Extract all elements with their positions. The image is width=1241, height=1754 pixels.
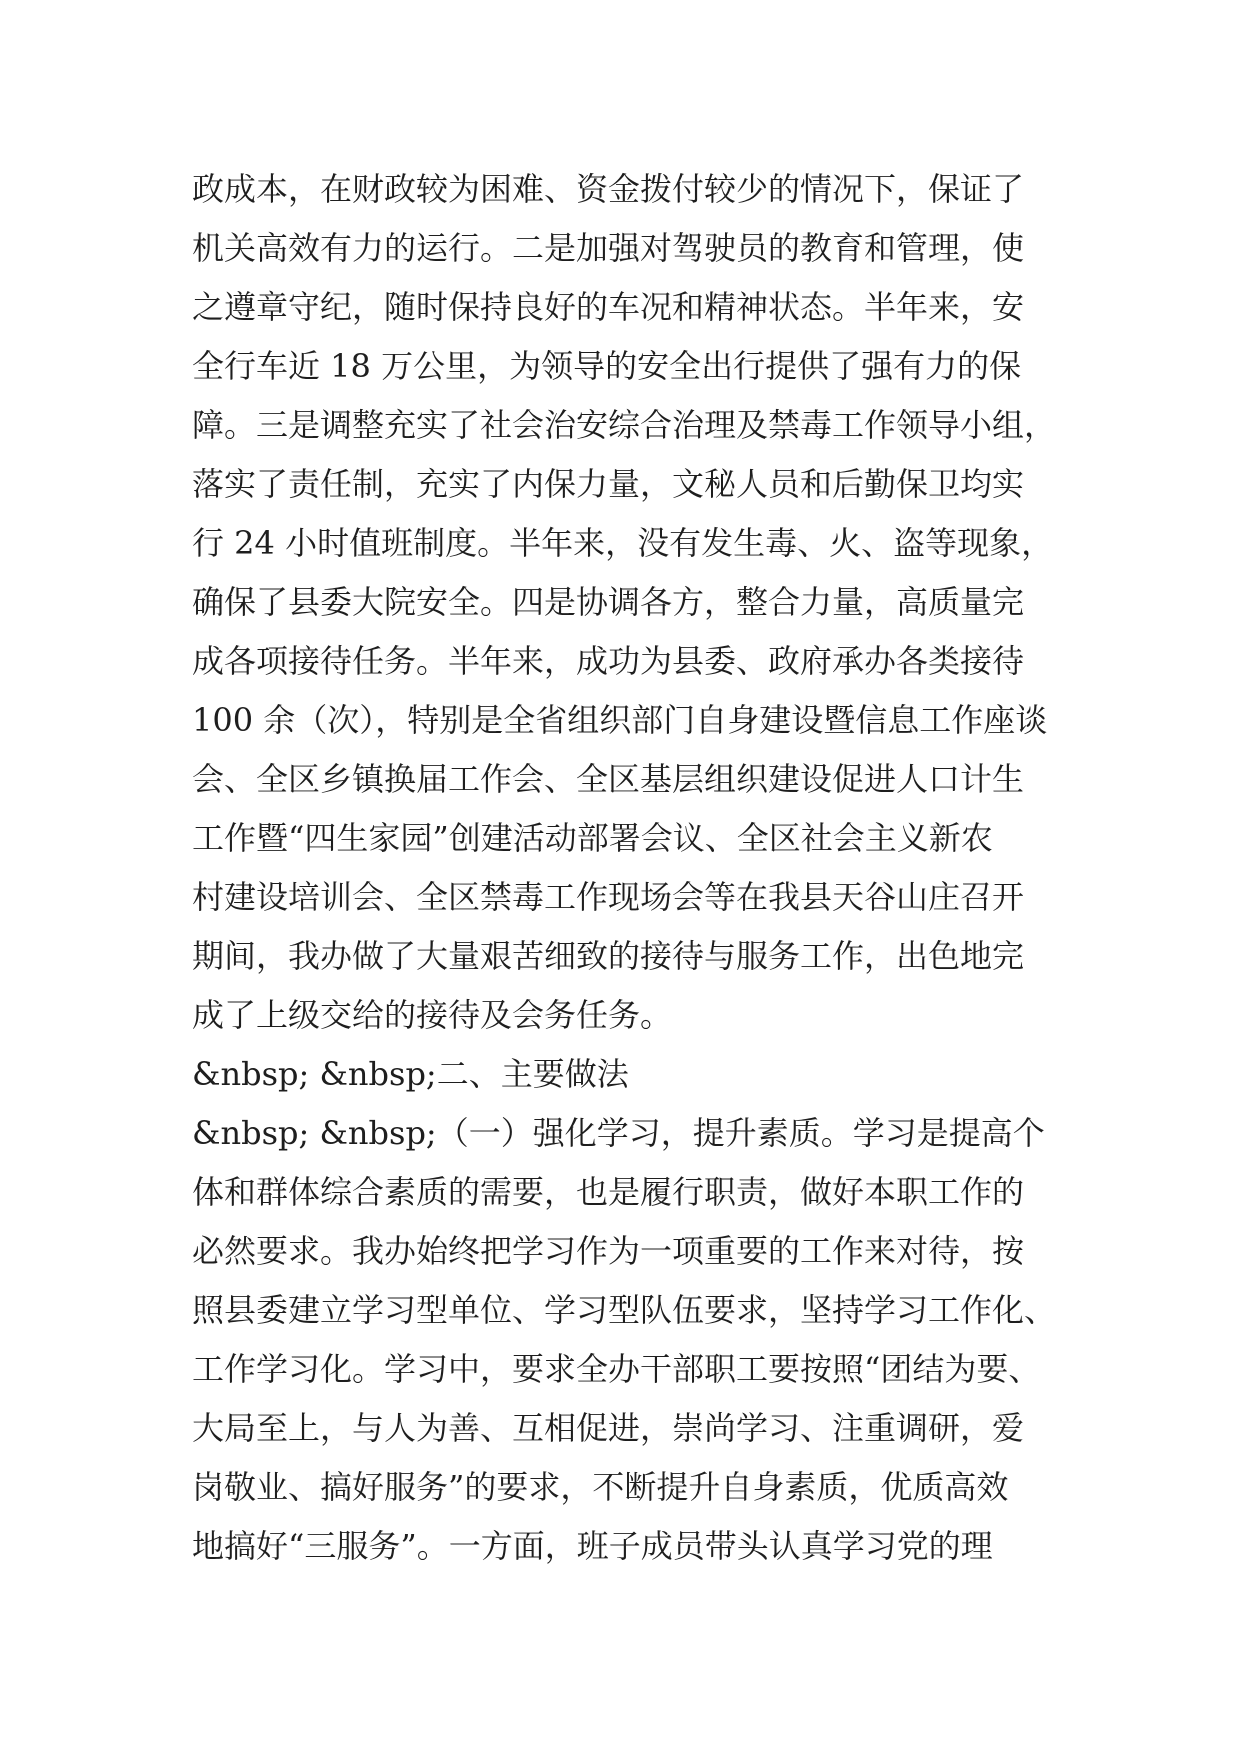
subsection-heading: &nbsp; &nbsp;（一）强化学习，提升素质。学习是提高个 [192,1114,1045,1152]
text-line: 工作暨“四生家园”创建活动部署会议、全区社会主义新农 [192,819,993,857]
text-line: 确保了县委大院安全。四是协调各方，整合力量，高质量完 [192,583,1025,621]
text-line: 行 24 小时值班制度。半年来，没有发生毒、火、盗等现象， [192,524,1054,562]
text-line: 落实了责任制，充实了内保力量，文秘人员和后勤保卫均实 [192,465,1025,503]
text-line: 成各项接待任务。半年来，成功为县委、政府承办各类接待 [192,642,1025,680]
text-line: 大局至上，与人为善、互相促进，崇尚学习、注重调研，爱 [192,1409,1025,1447]
text-line: 地搞好“三服务”。一方面，班子成员带头认真学习党的理 [192,1527,993,1565]
text-line: 照县委建立学习型单位、学习型队伍要求，坚持学习工作化、 [192,1291,1057,1329]
text-line: 100 余（次），特别是全省组织部门自身建设暨信息工作座谈 [192,701,1048,739]
text-line: 全行车近 18 万公里，为领导的安全出行提供了强有力的保 [192,347,1022,385]
text-line: 障。三是调整充实了社会治安综合治理及禁毒工作领导小组， [192,406,1057,444]
text-line: 会、全区乡镇换届工作会、全区基层组织建设促进人口计生 [192,760,1025,798]
text-line: 村建设培训会、全区禁毒工作现场会等在我县天谷山庄召开 [192,878,1025,916]
text-line: 成了上级交给的接待及会务任务。 [192,996,673,1034]
text-line: 期间，我办做了大量艰苦细致的接待与服务工作，出色地完 [192,937,1025,975]
text-line: 机关高效有力的运行。二是加强对驾驶员的教育和管理，使 [192,229,1025,267]
text-line: 之遵章守纪，随时保持良好的车况和精神状态。半年来，安 [192,288,1025,326]
section-heading: &nbsp; &nbsp;二、主要做法 [192,1055,629,1093]
text-line: 必然要求。我办始终把学习作为一项重要的工作来对待，按 [192,1232,1025,1270]
text-line: 工作学习化。学习中，要求全办干部职工要按照“团结为要、 [192,1350,1041,1388]
text-line: 政成本，在财政较为困难、资金拨付较少的情况下，保证了 [192,170,1025,208]
text-line: 岗敬业、搞好服务”的要求，不断提升自身素质，优质高效 [192,1468,1009,1506]
text-line: 体和群体综合素质的需要，也是履行职责，做好本职工作的 [192,1173,1025,1211]
body-text [192,160,1072,1576]
